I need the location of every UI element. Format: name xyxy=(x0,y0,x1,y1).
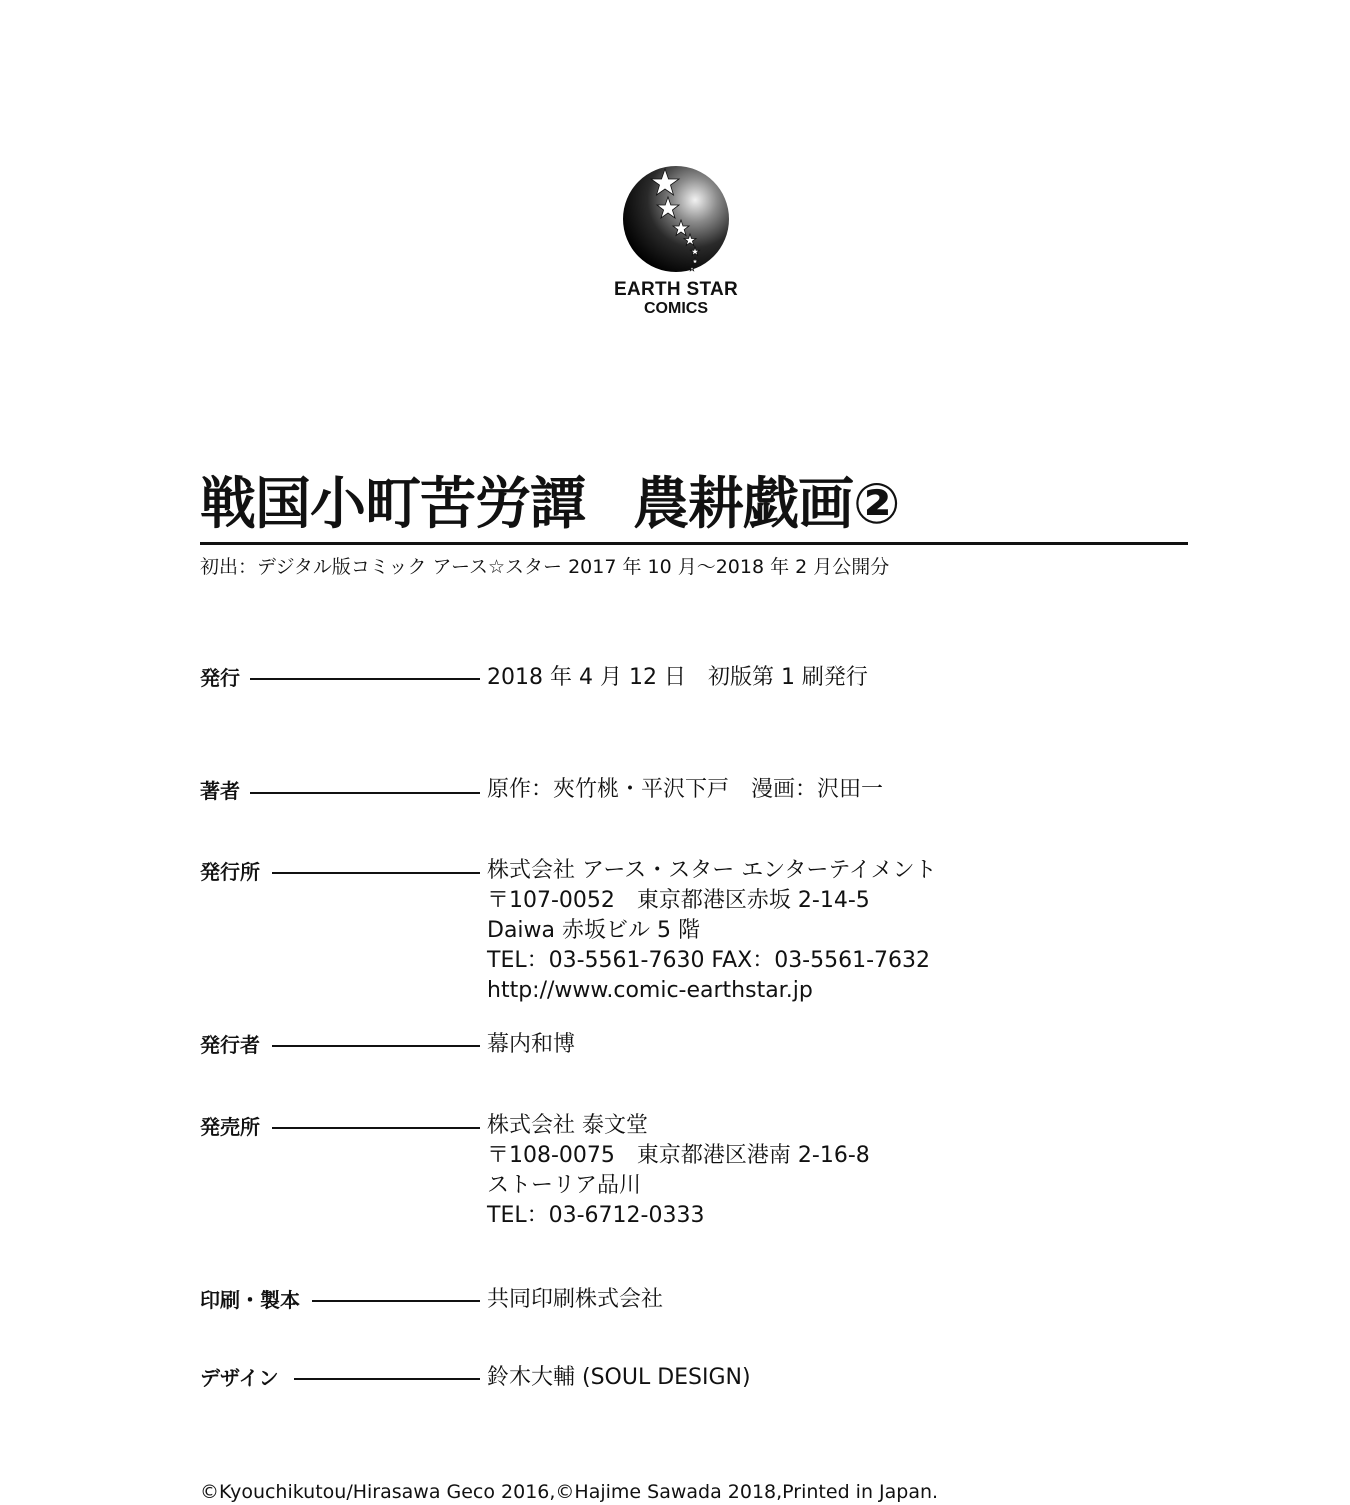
title-main: 戦国小町苦労譚 xyxy=(200,472,585,537)
colophon-value: Daiwa 赤坂ビル 5 階 xyxy=(487,918,700,943)
colophon-label: 発行所 xyxy=(200,860,260,884)
title-underline xyxy=(200,542,1188,545)
colophon-label: デザイン xyxy=(200,1366,279,1390)
leader-line xyxy=(250,792,480,794)
earth-star-comics-logo xyxy=(596,164,756,317)
colophon-label: 発売所 xyxy=(200,1115,260,1139)
title-volume: 農耕戯画② xyxy=(633,472,900,537)
first-published-note: 初出：デジタル版コミック アース☆スター 2017 年 10 月～2018 年 2 月公開分 xyxy=(200,556,890,578)
colophon-value: http://www.comic-earthstar.jp xyxy=(487,978,813,1003)
colophon-value: 鈴木大輔 (SOUL DESIGN) xyxy=(487,1365,751,1390)
leader-line xyxy=(312,1300,480,1302)
colophon-value: TEL：03-5561-7630 FAX：03-5561-7632 xyxy=(487,948,931,973)
colophon-value: 原作：夾竹桃・平沢下戸 漫画：沢田一 xyxy=(487,777,884,802)
logo-text-comics: COMICS xyxy=(644,300,708,317)
colophon-label: 著者 xyxy=(200,779,240,803)
book-title xyxy=(200,470,899,540)
colophon-value: 〒108-0075 東京都港区港南 2-16-8 xyxy=(487,1143,870,1168)
leader-line xyxy=(294,1378,480,1380)
colophon-value: TEL：03-6712-0333 xyxy=(487,1203,705,1228)
colophon-value: 株式会社 アース・スター エンターテイメント xyxy=(487,858,937,883)
colophon-value: ストーリア品川 xyxy=(487,1173,642,1198)
colophon-value: 2018 年 4 月 12 日 初版第 1 刷発行 xyxy=(487,665,868,690)
colophon-value: 幕内和博 xyxy=(487,1032,576,1057)
globe-with-stars-icon xyxy=(621,164,731,274)
leader-line xyxy=(272,872,480,874)
colophon-label: 発行 xyxy=(200,666,240,690)
colophon-value: 株式会社 泰文堂 xyxy=(487,1113,648,1138)
leader-line xyxy=(272,1127,480,1129)
leader-line xyxy=(272,1045,480,1047)
colophon-value: 共同印刷株式会社 xyxy=(487,1287,664,1312)
copyright-notice: ©Kyouchikutou/Hirasawa Geco 2016,©Hajime Sawada 2018,Printed in Japan. xyxy=(200,1481,939,1503)
colophon-value: 〒107-0052 東京都港区赤坂 2-14-5 xyxy=(487,888,870,913)
leader-line xyxy=(250,678,480,680)
logo-text-earth-star: EARTH STAR xyxy=(613,279,739,300)
colophon-label: 印刷・製本 xyxy=(200,1288,300,1312)
colophon-label: 発行者 xyxy=(200,1033,260,1057)
